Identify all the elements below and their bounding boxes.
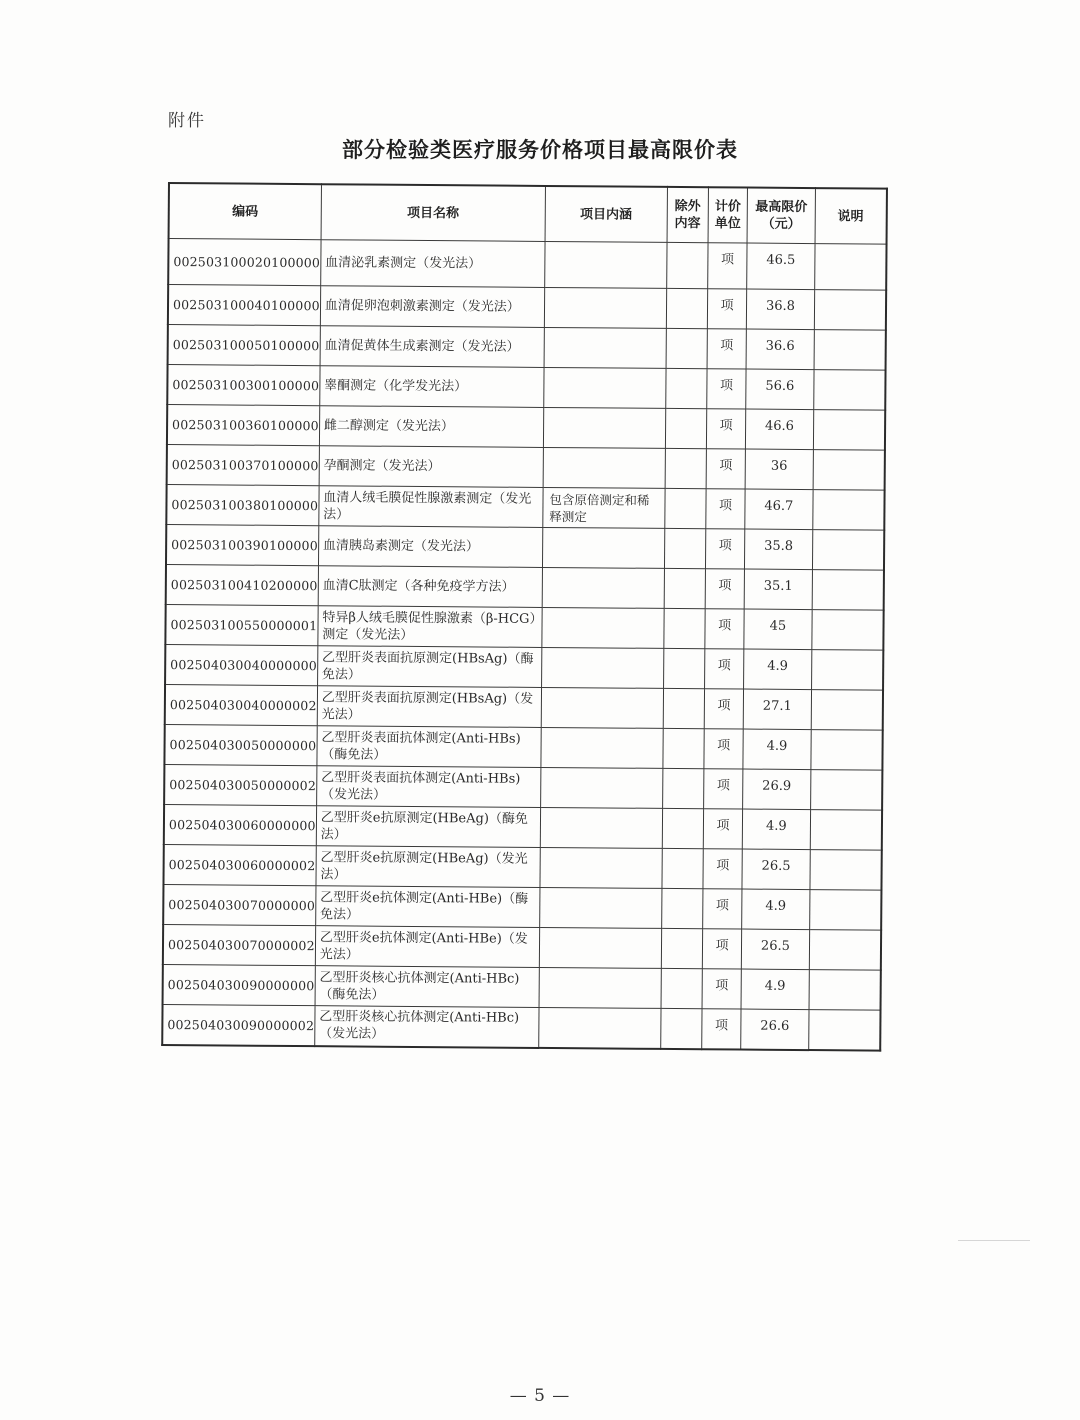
cell-code: 002504030090000000 [163,964,316,1005]
cell-code: 002503100390100000 [166,524,319,565]
cell-max-price: 26.5 [742,929,810,970]
table-row [163,964,881,1010]
cell-item-content [545,241,667,288]
cell-code: 002503100040100000 [168,285,321,326]
cell-unit: 项 [706,409,745,449]
page-number: — 5 — [509,1386,571,1406]
cell-item-content [543,407,665,448]
cell-item-name: 血清促卵泡刺激素测定（发光法） [320,286,544,328]
cell-exclusions [664,568,706,608]
table-row [162,1004,880,1050]
cell-item-name: 乙型肝炎e抗原测定(HBeAg)（酶免法） [316,806,540,848]
cell-code: 002503100300100000 [167,365,320,406]
cell-exclusions [665,448,707,488]
cell-item-name: 血清胰岛素测定（发光法） [318,526,542,568]
cell-code: 002503100370100000 [167,444,320,485]
cell-notes [810,810,882,851]
header-content: 项目内涵 [545,186,667,242]
cell-item-content [542,567,664,608]
cell-notes [811,650,883,691]
table-row [165,684,883,730]
cell-code: 002503100020100000 [168,239,321,286]
table-container [161,182,903,1051]
cell-exclusions [665,368,707,408]
price-limit-table [161,182,888,1051]
cell-max-price: 36.8 [747,289,815,330]
header-max-price: 最高限价（元） [747,188,815,244]
cell-item-name: 睾酮测定（化学发光法） [320,366,544,408]
cell-item-name: 孕酮测定（发光法） [319,446,543,488]
cell-exclusions [665,408,707,448]
header-notes: 说明 [815,188,887,244]
cell-notes [812,490,884,531]
cell-exclusions [665,488,707,528]
cell-max-price: 26.5 [742,849,810,890]
cell-notes [809,890,881,931]
cell-max-price: 46.7 [745,489,813,530]
cell-max-price: 4.9 [742,889,810,930]
cell-item-content [541,727,663,768]
cell-notes [811,690,883,731]
header-code: 编码 [169,183,322,240]
table-row [163,884,881,930]
cell-item-name: 乙型肝炎表面抗原测定(HBsAg)（酶免法） [317,646,541,688]
cell-unit: 项 [705,569,744,609]
cell-max-price: 4.9 [744,649,812,690]
table-row [164,804,882,850]
cell-max-price: 4.9 [741,969,809,1010]
table-row [167,365,885,411]
table-row [168,285,886,331]
cell-exclusions [662,808,704,848]
header-exclusions: 除外内容 [667,187,709,243]
cell-notes [814,330,886,371]
cell-code: 002503100050100000 [168,325,321,366]
cell-item-name: 血清人绒毛膜促性腺激素测定（发光法） [319,486,543,528]
cell-notes [809,930,881,971]
cell-item-name: 乙型肝炎表面抗体测定(Anti-HBs)（发光法） [316,766,540,808]
cell-notes [809,970,881,1011]
cell-notes [812,530,884,571]
page-title: 部分检验类医疗服务价格项目最高限价表 [342,138,738,162]
cell-exclusions [661,968,703,1008]
cell-code: 002504030070000000 [163,884,316,925]
cell-item-content [542,527,664,568]
header-unit: 计价单位 [708,187,748,243]
cell-exclusions [660,1008,702,1048]
cell-max-price: 46.5 [747,243,815,290]
cell-unit: 项 [705,609,744,649]
table-row [165,604,883,650]
table-row [167,405,885,451]
cell-item-name: 乙型肝炎核心抗体测定(Anti-HBc)（发光法） [315,1006,539,1048]
cell-exclusions [662,768,704,808]
cell-notes [811,730,883,771]
table-row [163,844,881,890]
cell-notes [813,370,885,411]
cell-code: 002504030050000002 [164,764,317,805]
cell-item-content [541,687,663,728]
cell-exclusions [666,288,708,328]
cell-unit: 项 [702,1009,741,1049]
cell-notes [813,410,885,451]
cell-notes [814,244,886,291]
cell-exclusions [663,728,705,768]
cell-code: 002503100360100000 [167,405,320,446]
cell-item-name: 乙型肝炎表面抗原测定(HBsAg)（发光法） [317,686,541,728]
table-row [164,724,882,770]
cell-item-content [544,287,666,328]
cell-code: 002504030060000002 [163,844,316,885]
cell-notes [810,850,882,891]
table-row [166,484,884,530]
cell-max-price: 26.6 [741,1009,809,1050]
cell-code: 002504030090000002 [162,1004,315,1045]
cell-code: 002503100380100000 [166,484,319,525]
cell-item-name: 乙型肝炎e抗原测定(HBeAg)（发光法） [316,846,540,888]
cell-code: 002504030050000000 [164,724,317,765]
cell-notes [810,770,882,811]
cell-item-name: 血清泌乳素测定（发光法） [320,240,544,288]
header-name: 项目名称 [321,184,546,241]
cell-max-price: 4.9 [743,729,811,770]
cell-item-name: 血清C肽测定（各种免疫学方法） [318,566,542,608]
cell-max-price: 56.6 [746,369,814,410]
cell-max-price: 36 [745,449,813,490]
cell-item-name: 乙型肝炎e抗体测定(Anti-HBe)（发光法） [315,926,539,968]
cell-item-content [540,887,662,928]
cell-exclusions [661,928,703,968]
table-row [168,239,886,291]
cell-code: 002504030070000002 [163,924,316,965]
table-body [162,239,886,1051]
cell-unit: 项 [704,729,743,769]
attachment-label: 附件 [168,111,206,131]
cell-notes [814,290,886,331]
cell-exclusions [662,848,704,888]
cell-unit: 项 [705,649,744,689]
cell-notes [811,610,883,651]
cell-max-price: 35.1 [744,569,812,610]
cell-code: 002503100550000001 [165,604,318,645]
cell-unit: 项 [702,969,741,1009]
cell-item-content [544,367,666,408]
cell-item-content [541,647,663,688]
cell-item-content [542,607,664,648]
scan-artifact-line [958,1240,1030,1241]
cell-item-content [540,847,662,888]
table-header-row [169,183,887,244]
cell-item-name: 雌二醇测定（发光法） [319,406,543,448]
cell-unit: 项 [703,889,742,929]
cell-item-content [539,927,661,968]
cell-max-price: 4.9 [742,809,810,850]
table-row [167,444,885,490]
cell-max-price: 26.9 [743,769,811,810]
cell-item-name: 特异β人绒毛膜促性腺激素（β-HCG）测定（发光法） [318,606,542,648]
cell-code: 002504030040000002 [165,684,318,725]
cell-unit: 项 [706,529,745,569]
cell-item-content [544,327,666,368]
table-row [166,564,884,610]
cell-item-name: 乙型肝炎核心抗体测定(Anti-HBc)（酶免法） [315,966,539,1008]
cell-max-price: 45 [744,609,812,650]
cell-item-content [539,967,661,1008]
cell-exclusions [663,648,705,688]
cell-item-content [540,767,662,808]
cell-exclusions [666,328,708,368]
cell-item-content: 包含原倍测定和稀释测定 [543,487,665,528]
cell-exclusions [666,242,708,288]
cell-unit: 项 [707,289,746,329]
table-row [166,524,884,570]
cell-unit: 项 [703,809,742,849]
cell-item-content [543,447,665,488]
cell-exclusions [663,688,705,728]
cell-unit: 项 [706,449,745,489]
cell-unit: 项 [706,489,745,529]
table-row [163,924,881,970]
cell-exclusions [661,888,703,928]
cell-notes [808,1010,880,1051]
cell-unit: 项 [708,243,748,289]
cell-unit: 项 [704,769,743,809]
cell-code: 002504030060000000 [164,804,317,845]
cell-item-name: 血清促黄体生成素测定（发光法） [320,326,544,368]
table-row [165,644,883,690]
cell-item-content [539,1007,661,1048]
cell-unit: 项 [707,329,746,369]
cell-max-price: 27.1 [743,689,811,730]
cell-item-content [540,807,662,848]
cell-notes [812,570,884,611]
cell-unit: 项 [707,369,746,409]
cell-exclusions [664,528,706,568]
table-row [164,764,882,810]
cell-max-price: 35.8 [745,529,813,570]
cell-notes [813,450,885,491]
cell-max-price: 36.6 [746,329,814,370]
cell-exclusions [664,608,706,648]
cell-unit: 项 [703,849,742,889]
cell-max-price: 46.6 [746,409,814,450]
cell-code: 002504030040000000 [165,644,318,685]
cell-code: 002503100410200000 [166,564,319,605]
cell-unit: 项 [704,689,743,729]
cell-unit: 项 [702,929,741,969]
cell-item-name: 乙型肝炎e抗体测定(Anti-HBe)（酶免法） [315,886,539,928]
cell-item-name: 乙型肝炎表面抗体测定(Anti-HBs)（酶免法） [317,726,541,768]
table-row [168,325,886,371]
